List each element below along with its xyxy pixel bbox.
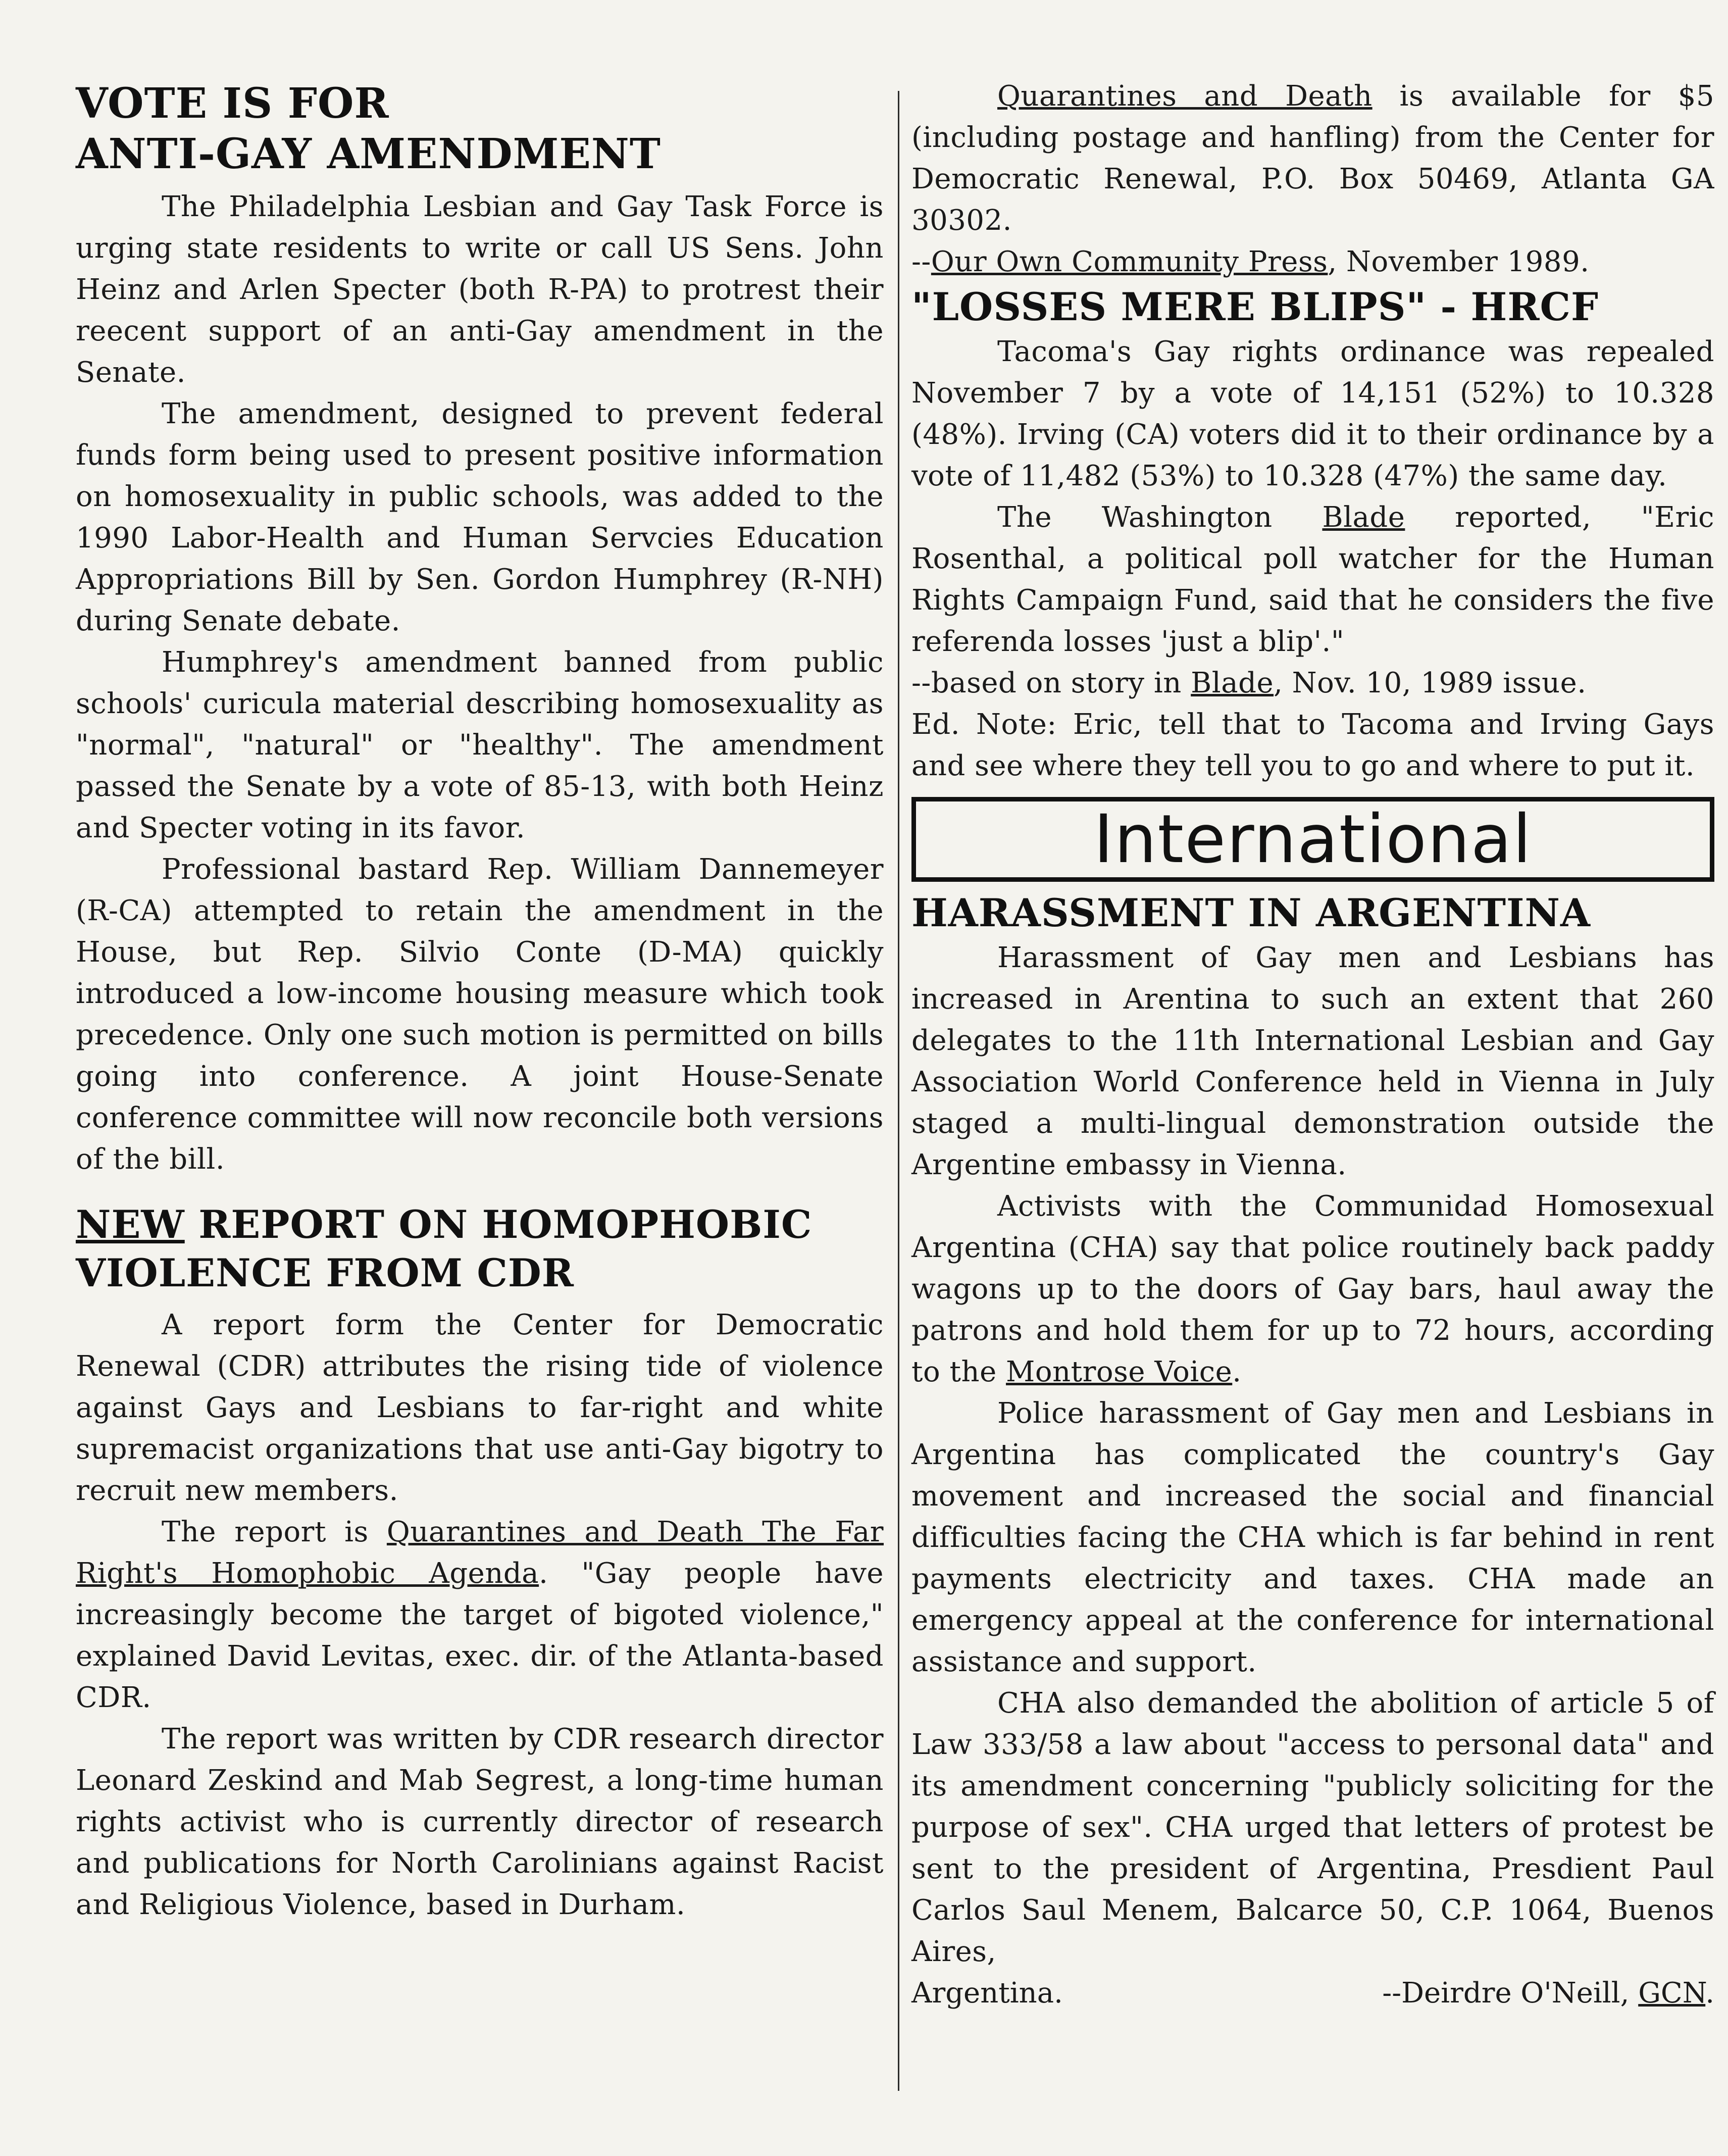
column-divider xyxy=(898,91,899,2091)
paragraph: Tacoma's Gay rights ordinance was repealed November 7 by a vote of 14,151 (52%) to 10.328 (48%). Irving (CA) voters did it to their ordinance by a vote of 11,482 (53%) to 10.328 (47%) the same day. xyxy=(911,335,1714,492)
left-column xyxy=(76,78,884,1926)
text-run: -- xyxy=(911,245,931,278)
publication-name: Our Own Community Press xyxy=(931,245,1328,278)
title-line: VIOLENCE FROM CDR xyxy=(76,1250,574,1295)
paragraph xyxy=(911,76,1714,241)
paragraph xyxy=(911,497,1714,663)
paragraph: Harassment of Gay men and Lesbians has increased in Arentina to such an extent that 260 delegates to the 11th International Lesbian and Gay Association World Conference held in Vienna in July staged a multi-lingual demonstration outside the Argentine embassy in Vienna. xyxy=(911,941,1714,1181)
argentina-article-title: HARASSMENT IN ARGENTINA xyxy=(911,890,1591,935)
publication-name: Blade xyxy=(1191,667,1274,699)
publication-name: Montrose Voice xyxy=(1006,1356,1233,1388)
paragraph: A report form the Center for Democratic Renewal (CDR) attributes the rising tide of violence against Gays and Lesbians to far-right and white supremacist organizations that use anti-Gay bigotry to recruit new members. xyxy=(76,1309,884,1507)
paragraph xyxy=(76,1512,884,1719)
title-line: ANTI-GAY AMENDMENT xyxy=(76,130,661,178)
report-title: Quarantines and Death xyxy=(997,80,1373,113)
report-article-title xyxy=(76,1200,884,1297)
signature-row xyxy=(911,1973,1714,2014)
publication-name: Blade xyxy=(1322,501,1405,534)
paragraph xyxy=(911,1186,1714,1393)
vote-article-title xyxy=(76,78,884,179)
title-line: REPORT ON HOMOPHOBIC xyxy=(184,1202,812,1247)
source-line xyxy=(911,241,1714,283)
text-run: The report is xyxy=(162,1516,387,1548)
text-run: Activists with the Communidad Homosexual Argentina (CHA) say that police routinely back paddy wagons up to the doors of Gay bars, haul away the patrons and hold them for up to 72 hours, according to the xyxy=(911,1190,1714,1388)
byline xyxy=(1382,1973,1714,2014)
source-line xyxy=(911,663,1714,704)
report-title-link: Quarantines and Death The Far Right's Homophobic Agenda xyxy=(76,1516,884,1590)
paragraph: CHA also demanded the abolition of article 5 of Law 333/58 a law about "access to personal data" and its amendment concerning "publicly soliciting for the purpose of sex". CHA urged that letters of protest be sent to the president of Argentina, Presdient Paul Carlos Saul Menem, Balcarce 50, C.P. 1064, Buenos Aires, xyxy=(911,1687,1714,1968)
text-run: Argentina. xyxy=(911,1977,1063,2010)
text-run: --Deirdre O'Neill, xyxy=(1382,1977,1639,2010)
text-run: , Nov. 10, 1989 issue. xyxy=(1274,667,1587,699)
text-run: . "Gay people have increasingly become the target of bigoted violence," explained David Levitas, exec. dir. of the Atlanta-based CDR. xyxy=(76,1557,884,1714)
paragraph: Humphrey's amendment banned from public schools' curicula material describing homosexuality as "normal", "natural" or "healthy". The amendment passed the Senate by a vote of 85-13, with both Heinz and Specter voting in its favor. xyxy=(76,646,884,844)
international-section-banner: International xyxy=(911,797,1714,882)
right-column xyxy=(911,76,1714,2014)
paragraph: The amendment, designed to prevent federal funds form being used to present positive information on homosexuality in public schools, was added to the 1990 Labor-Health and Human Servcies Education Appropriations Bill by Sen. Gordon Humphrey (R-NH) during Senate debate. xyxy=(76,397,884,637)
text-run: , November 1989. xyxy=(1328,245,1590,278)
paragraph: The Philadelphia Lesbian and Gay Task Force is urging state residents to write or call US Sens. John Heinz and Arlen Specter (both R-PA) to protrest their reecent support of an anti-Gay amendment in the Senate. xyxy=(76,190,884,389)
text-run: is available for $5 (including postage and hanfling) from the Center for Democratic Renewal, P.O. Box 50469, Atlanta GA 30302. xyxy=(911,80,1715,237)
text-run: The Washington xyxy=(997,501,1323,534)
text-run: . xyxy=(1232,1356,1242,1388)
paragraph: The report was written by CDR research director Leonard Zeskind and Mab Segrest, a long-time human rights activist who is currently director of research and publications for North Carolinians against Racist and Religious Violence, based in Durham. xyxy=(76,1723,884,1921)
paragraph: Police harassment of Gay men and Lesbians in Argentina has complicated the country's Gay movement and increased the social and financial difficulties facing the CHA which is far behind in rent payments electricity and taxes. CHA made an emergency appeal at the conference for international assistance and support. xyxy=(911,1397,1714,1678)
paragraph: Professional bastard Rep. William Dannemeyer (R-CA) attempted to retain the amendment in the House, but Rep. Silvio Conte (D-MA) quickly introduced a low-income housing measure which took precedence. Only one such motion is permitted on bills going into conference. A joint House-Senate conference committee will now reconcile both versions of the bill. xyxy=(76,853,884,1176)
publication-name: GCN xyxy=(1638,1977,1706,2010)
editor-note: Ed. Note: Eric, tell that to Tacoma and Irving Gays and see where they tell you to go and where to put it. xyxy=(911,708,1714,782)
blips-article-title: "LOSSES MERE BLIPS" - HRCF xyxy=(911,284,1599,329)
title-line: VOTE IS FOR xyxy=(76,79,389,128)
title-new-word: NEW xyxy=(76,1202,185,1247)
text-run: reported, "Eric Rosenthal, a political poll watcher for the Human Rights Campaign Fund, said that he considers the five referenda losses 'just a blip'." xyxy=(911,501,1714,658)
text-run: . xyxy=(1705,1977,1714,2010)
text-run: --based on story in xyxy=(911,667,1191,699)
